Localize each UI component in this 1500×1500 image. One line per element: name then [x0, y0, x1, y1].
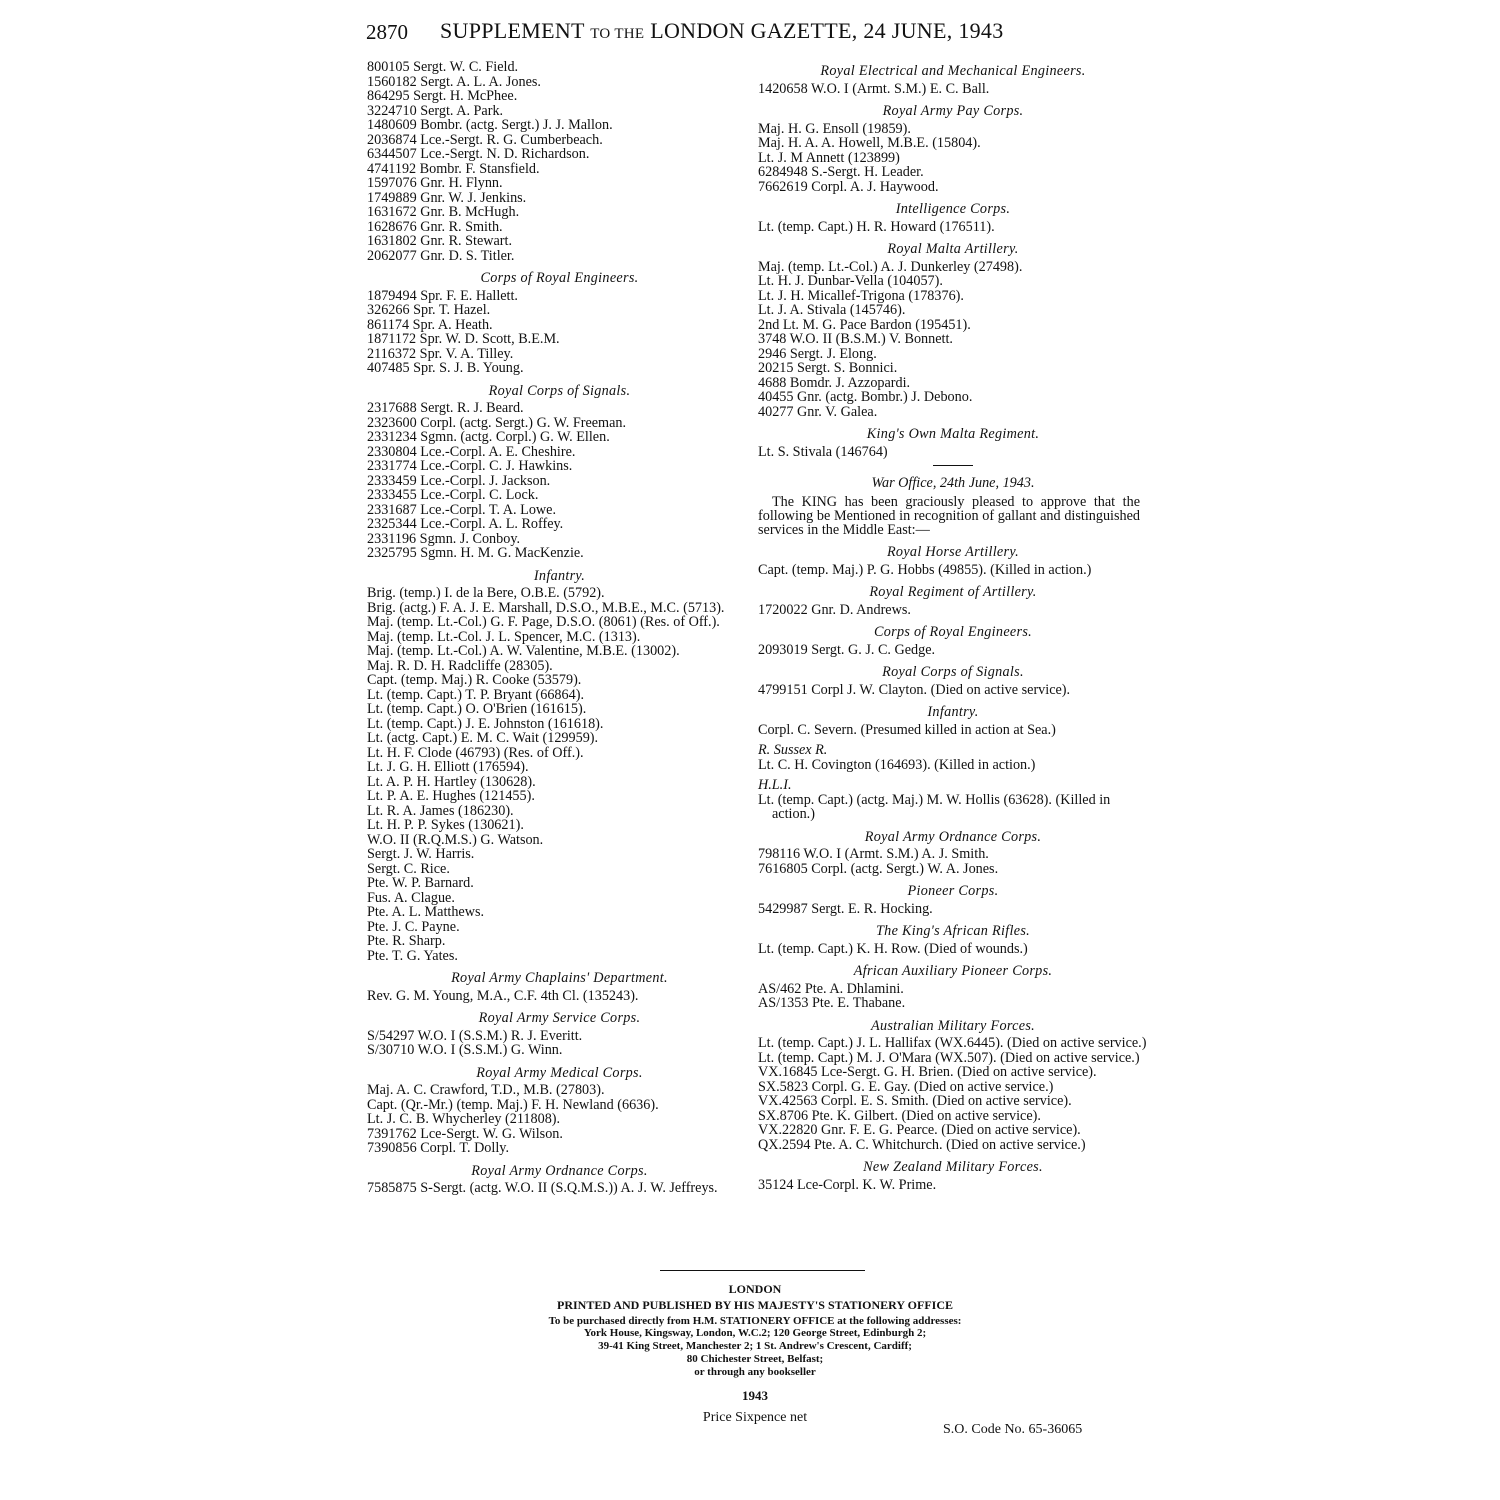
list-item: Maj. R. D. H. Radcliffe (28305).	[367, 657, 553, 674]
list-item: 326266 Spr. T. Hazel.	[367, 302, 491, 318]
list-item: Lt. H. J. Dunbar-Vella (104057).	[758, 273, 943, 289]
imprint-line: 39-41 King Street, Manchester 2; 1 St. Andrew's Crescent, Cardiff;	[598, 1340, 912, 1353]
list-item: Lt. C. H. Covington (164693). (Killed in action.)	[758, 756, 1036, 773]
list-item: 2331234 Sgmn. (actg. Corpl.) G. W. Ellen.	[367, 429, 610, 445]
list-item: 1631672 Gnr. B. McHugh.	[367, 204, 520, 220]
section-heading-african-pioneer: African Auxiliary Pioneer Corps.	[853, 963, 1053, 980]
list-item: SX.5823 Corpl. G. E. Gay. (Died on active service.)	[758, 1078, 1054, 1095]
list-item: 2325795 Sgmn. H. M. G. MacKenzie.	[367, 545, 584, 561]
list-item: Sergt. C. Rice.	[367, 860, 450, 877]
section-heading-australian: Australian Military Forces.	[870, 1017, 1036, 1034]
imprint-line: York House, Kingsway, London, W.C.2; 120 George Street, Edinburgh 2;	[583, 1327, 927, 1340]
section-heading-reme: Royal Electrical and Mechanical Engineers.	[820, 63, 1086, 79]
list-item: Lt. H. F. Clode (46793) (Res. of Off.).	[367, 744, 584, 761]
right-column	[758, 60, 1148, 1192]
list-item: 1871172 Spr. W. D. Scott, B.E.M.	[367, 331, 560, 347]
section-heading-kar: The King's African Rifles.	[875, 923, 1031, 940]
list-item: 861174 Spr. A. Heath.	[367, 316, 493, 333]
list-item: 6344507 Lce.-Sergt. N. D. Richardson.	[367, 146, 590, 162]
list-item: Maj. H. A. A. Howell, M.B.E. (15804).	[758, 135, 981, 151]
list-item: VX.22820 Gnr. F. E. G. Pearce. (Died on active service).	[758, 1122, 1081, 1139]
list-item: 2093019 Sergt. G. J. C. Gedge.	[758, 641, 936, 658]
list-item: Lt. (actg. Capt.) E. M. C. Wait (129959).	[367, 730, 599, 746]
list-item: Lt. R. A. James (186230).	[367, 802, 514, 819]
list-item: Lt. J. G. H. Elliott (176594).	[367, 759, 529, 775]
list-item: Maj. (temp. Lt.-Col.) G. F. Page, D.S.O. (8061) (Res. of Off.).	[367, 614, 720, 630]
list-item: Pte. R. Sharp.	[367, 933, 446, 949]
list-item: 1628676 Gnr. R. Smith.	[367, 218, 503, 235]
list-item: 4799151 Corpl J. W. Clayton. (Died on active service).	[758, 681, 1071, 698]
list-item: 798116 W.O. I (Armt. S.M.) A. J. Smith.	[758, 846, 989, 863]
list-item: Lt. P. A. E. Hughes (121455).	[367, 788, 535, 804]
list-item: 1597076 Gnr. H. Flynn.	[367, 175, 503, 191]
list-item: Lt. J. M Annett (123899)	[758, 149, 900, 166]
list-item: Lt. (temp. Capt.) J. L. Hallifax (WX.6445). (Died on active service.)	[758, 1035, 1147, 1052]
list-item: Lt. (temp. Capt.) J. E. Johnston (161618).	[367, 715, 604, 732]
list-item: Fus. A. Clague.	[367, 889, 455, 906]
list-item: 2323600 Corpl. (actg. Sergt.) G. W. Freeman.	[367, 414, 627, 431]
imprint-publisher: PRINTED AND PUBLISHED BY HIS MAJESTY'S STATIONERY OFFICE	[557, 1297, 953, 1312]
list-item: VX.16845 Lce-Sergt. G. H. Brien. (Died on active service).	[758, 1064, 1097, 1081]
list-item: Lt. (temp. Capt.) M. J. O'Mara (WX.507). (Died on active service.)	[758, 1049, 1140, 1066]
list-item: Capt. (Qr.-Mr.) (temp. Maj.) F. H. Newland (6636).	[367, 1096, 659, 1113]
list-item: 800105 Sergt. W. C. Field.	[367, 59, 519, 75]
section-heading-ordnance-me: Royal Army Ordnance Corps.	[864, 828, 1042, 845]
list-item: Maj. (temp. Lt.-Col.) A. W. Valentine, M.B.E. (13002).	[367, 643, 680, 659]
section-heading-horse-artillery: Royal Horse Artillery.	[886, 544, 1020, 561]
list-item: 1720022 Gnr. D. Andrews.	[758, 601, 911, 618]
list-item: 864295 Sergt. H. McPhee.	[367, 88, 518, 104]
list-item: 2331774 Lce.-Corpl. C. J. Hawkins.	[367, 458, 573, 474]
list-item: Lt. (temp. Capt.) T. P. Bryant (66864).	[367, 686, 584, 703]
list-item: Lt. (temp. Capt.) (actg. Maj.) M. W. Hollis (63628). (Killed in action.)	[758, 791, 1111, 823]
list-item: 7585875 S-Sergt. (actg. W.O. II (S.Q.M.S.)) A. J. W. Jeffreys.	[367, 1180, 718, 1196]
masthead-gazette: LONDON GAZETTE, 24 JUNE, 1943	[650, 18, 1004, 43]
masthead-to-the: TO THE	[590, 26, 645, 42]
price: Price Sixpence net	[702, 1410, 808, 1425]
list-item: 2116372 Spr. V. A. Tilley.	[367, 345, 514, 362]
list-item: Maj. H. G. Ensoll (19859).	[758, 120, 911, 137]
list-item: Capt. (temp. Maj.) P. G. Hobbs (49855). (Killed in action.)	[758, 561, 1092, 578]
list-item: Lt. J. H. Micallef-Trigona (178376).	[758, 287, 964, 304]
list-item: Lt. J. C. B. Whycherley (211808).	[367, 1111, 561, 1127]
section-heading-service-corps: Royal Army Service Corps.	[478, 1010, 641, 1026]
list-item: 2317688 Sergt. R. J. Beard.	[367, 400, 524, 416]
list-item: Brig. (temp.) I. de la Bere, O.B.E. (5792).	[367, 585, 605, 601]
list-item: 20215 Sergt. S. Bonnici.	[758, 360, 898, 376]
list-item: Pte. W. P. Barnard.	[367, 875, 474, 891]
list-item: 407485 Spr. S. J. B. Young.	[367, 360, 524, 376]
list-item: 5429987 Sergt. E. R. Hocking.	[758, 900, 933, 917]
imprint-year: 1943	[742, 1388, 768, 1403]
list-item: Lt. J. A. Stivala (145746).	[758, 302, 906, 318]
list-item: Brig. (actg.) F. A. J. E. Marshall, D.S.O., M.B.E., M.C. (5713).	[367, 599, 725, 616]
masthead	[440, 18, 1004, 44]
imprint-city: LONDON	[728, 1282, 782, 1296]
list-item: Capt. (temp. Maj.) R. Cooke (53579).	[367, 672, 582, 688]
list-item: AS/1353 Pte. E. Thabane.	[758, 995, 906, 1012]
list-item: 1749889 Gnr. W. J. Jenkins.	[367, 189, 527, 206]
list-item: Pte. J. C. Payne.	[367, 918, 460, 935]
footer-rule	[660, 1270, 865, 1271]
list-item: Maj. A. C. Crawford, T.D., M.B. (27803).	[367, 1082, 605, 1098]
list-item: Lt. (temp. Capt.) K. H. Row. (Died of wounds.)	[758, 940, 1028, 957]
list-item: 1480609 Bombr. (actg. Sergt.) J. J. Mallon.	[367, 117, 613, 133]
list-item: W.O. II (R.Q.M.S.) G. Watson.	[367, 831, 544, 848]
section-heading-intelligence: Intelligence Corps.	[895, 201, 1011, 217]
list-item: 1560182 Sergt. A. L. A. Jones.	[367, 73, 541, 90]
section-heading-new-zealand: New Zealand Military Forces.	[863, 1159, 1043, 1176]
section-heading-artillery: Royal Regiment of Artillery.	[869, 584, 1037, 601]
list-item: Sergt. J. W. Harris.	[367, 846, 475, 862]
list-item: 2062077 Gnr. D. S. Titler.	[367, 247, 515, 264]
imprint-line: To be purchased directly from H.M. STATIONERY OFFICE at the following addresses:	[548, 1314, 962, 1327]
section-heading-ordnance-corps: Royal Army Ordnance Corps.	[471, 1162, 648, 1179]
list-item: 2036874 Lce.-Sergt. R. G. Cumberbeach.	[367, 131, 603, 148]
section-heading-medical-corps: Royal Army Medical Corps.	[476, 1064, 643, 1081]
masthead-supplement: SUPPLEMENT	[440, 18, 585, 43]
list-item: Pte. T. G. Yates.	[367, 947, 458, 964]
so-code: S.O. Code No. 65-36065	[943, 1422, 1083, 1437]
imprint-line: 80 Chichester Street, Belfast;	[686, 1352, 824, 1365]
list-item: 7662619 Corpl. A. J. Haywood.	[758, 178, 939, 195]
section-heading-engineers: Corps of Royal Engineers.	[480, 270, 639, 286]
page-number: 2870	[366, 20, 408, 44]
list-item: 2946 Sergt. J. Elong.	[758, 345, 877, 362]
list-item: 7391762 Lce-Sergt. W. G. Wilson.	[367, 1125, 563, 1142]
section-heading-infantry-me: Infantry.	[927, 704, 979, 721]
section-heading-malta-regiment: King's Own Malta Regiment.	[866, 426, 1040, 442]
list-item: 40277 Gnr. V. Galea.	[758, 403, 878, 420]
section-heading-chaplains: Royal Army Chaplains' Department.	[451, 970, 668, 986]
left-column	[367, 60, 752, 1196]
list-item: 2330804 Lce.-Corpl. A. E. Cheshire.	[367, 443, 576, 460]
list-item: 1879494 Spr. F. E. Hallett.	[367, 287, 518, 304]
imprint-line: or through any bookseller	[694, 1365, 816, 1378]
list-item: 4688 Bomdr. J. Azzopardi.	[758, 374, 911, 391]
list-item: 7390856 Corpl. T. Dolly.	[367, 1140, 510, 1156]
section-heading-signals: Royal Corps of Signals.	[488, 382, 631, 399]
list-item: AS/462 Pte. A. Dhlamini.	[758, 980, 904, 997]
list-item: 2331687 Lce.-Corpl. T. A. Lowe.	[367, 501, 557, 518]
section-heading-pioneer: Pioneer Corps.	[907, 883, 999, 900]
list-item: 1420658 W.O. I (Armt. S.M.) E. C. Ball.	[758, 80, 990, 97]
list-item: 4741192 Bombr. F. Stansfield.	[367, 160, 540, 177]
list-item: 35124 Lce-Corpl. K. W. Prime.	[758, 1176, 937, 1193]
list-item: 6284948 S.-Sergt. H. Leader.	[758, 164, 924, 180]
list-item: Lt. H. P. P. Sykes (130621).	[367, 817, 524, 833]
list-item: 2333455 Lce.-Corpl. C. Lock.	[367, 487, 539, 503]
list-item: Lt. A. P. H. Hartley (130628).	[367, 773, 536, 790]
list-item: Lt. S. Stivala (146764)	[758, 443, 888, 460]
left-top-list	[367, 60, 752, 263]
list-item: S/54297 W.O. I (S.S.M.) R. J. Everitt.	[367, 1027, 583, 1044]
imprint	[420, 1283, 1090, 1379]
section-heading-engineers-me: Corps of Royal Engineers.	[873, 624, 1033, 641]
list-item: VX.42563 Corpl. E. S. Smith. (Died on active service).	[758, 1093, 1072, 1110]
section-heading-pay-corps: Royal Army Pay Corps.	[882, 103, 1024, 119]
list-item: 40455 Gnr. (actg. Bombr.) J. Debono.	[758, 389, 973, 405]
list-item: 2325344 Lce.-Corpl. A. L. Roffey.	[367, 516, 564, 532]
list-item: Lt. (temp. Capt.) H. R. Howard (176511).	[758, 218, 995, 235]
list-item: 7616805 Corpl. (actg. Sergt.) W. A. Jones.	[758, 860, 999, 877]
list-item: QX.2594 Pte. A. C. Whitchurch. (Died on active service.)	[758, 1136, 1086, 1153]
subheading-sussex: R. Sussex R.	[758, 742, 828, 759]
section-heading-signals-me: Royal Corps of Signals.	[882, 664, 1024, 681]
list-item: Maj. (temp. Lt.-Col.) A. J. Dunkerley (27498).	[758, 258, 1023, 275]
list-item: Maj. (temp. Lt.-Col. J. L. Spencer, M.C. (1313).	[367, 628, 641, 645]
list-item: S/30710 W.O. I (S.S.M.) G. Winn.	[367, 1042, 563, 1058]
announcement-paragraph: The KING has been graciously pleased to approve that the following be Mentioned in recognition of gallant and distinguished services in the Middle East:—	[758, 493, 1140, 538]
section-heading-infantry: Infantry.	[533, 567, 586, 584]
list-item: 3224710 Sergt. A. Park.	[367, 102, 504, 119]
section-divider	[933, 465, 973, 466]
section-heading-malta-artillery: Royal Malta Artillery.	[887, 241, 1019, 257]
list-item: Lt. (temp. Capt.) O. O'Brien (161615).	[367, 701, 587, 717]
list-item: 2331196 Sgmn. J. Conboy.	[367, 530, 521, 547]
list-item: 1631802 Gnr. R. Stewart.	[367, 233, 513, 249]
list-item: 2333459 Lce.-Corpl. J. Jackson.	[367, 472, 551, 489]
list-item: Pte. A. L. Matthews.	[367, 904, 485, 920]
dateline: War Office, 24th June, 1943.	[871, 475, 1035, 491]
list-item: 3748 W.O. II (B.S.M.) V. Bonnett.	[758, 331, 953, 347]
subheading-hli: H.L.I.	[758, 777, 792, 794]
list-item: 2nd Lt. M. G. Pace Bardon (195451).	[758, 316, 971, 333]
list-item: Rev. G. M. Young, M.A., C.F. 4th Cl. (135243).	[367, 987, 639, 1004]
list-item: SX.8706 Pte. K. Gilbert. (Died on active service).	[758, 1107, 1041, 1124]
list-item: Corpl. C. Severn. (Presumed killed in action at Sea.)	[758, 721, 1056, 738]
